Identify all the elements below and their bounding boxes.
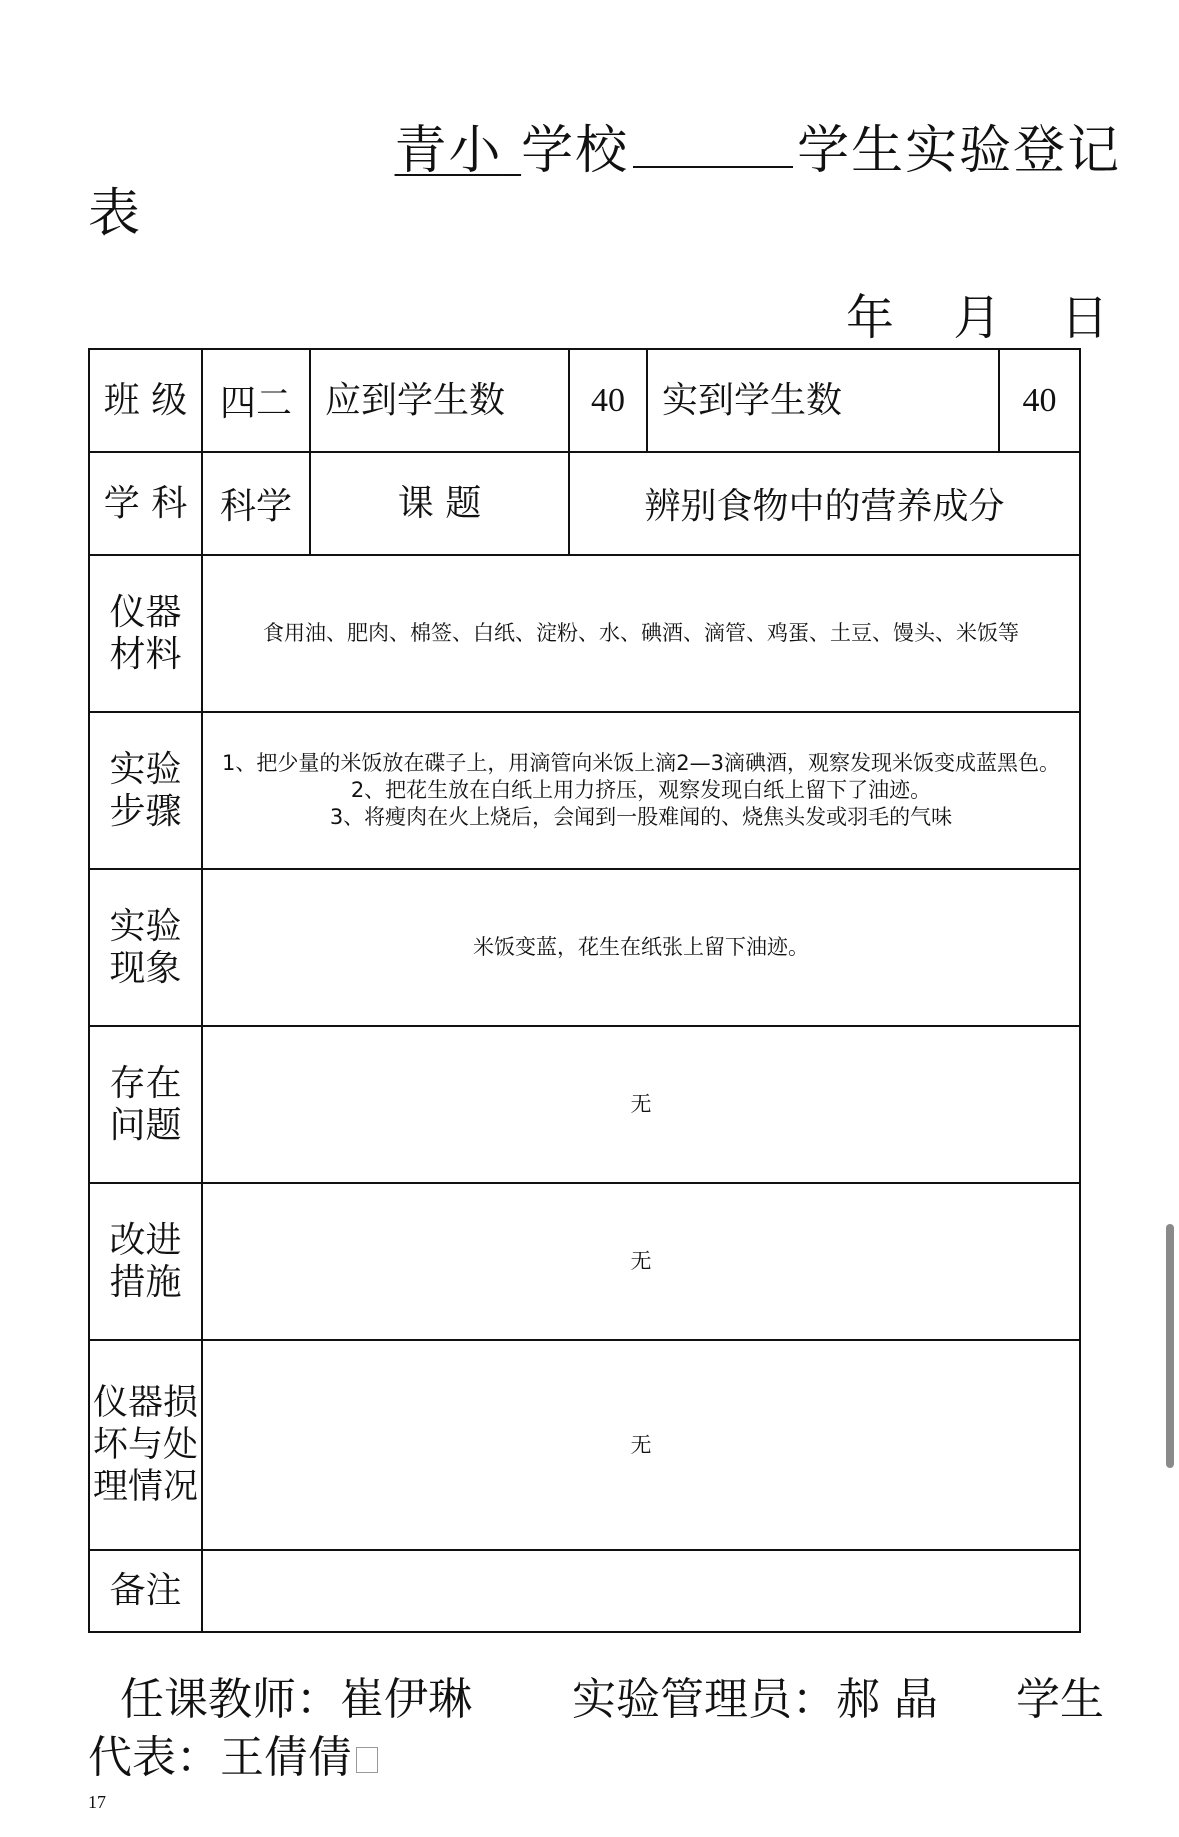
date-month: 月: [953, 290, 1002, 346]
remarks-label: 备注: [89, 1550, 202, 1632]
actual-students-label: 实到学生数: [647, 349, 999, 452]
table-row: [89, 869, 1080, 1026]
step-item: 1、把少量的米饭放在碟子上，用滴管向米饭上滴2—3滴碘酒，观察发现米饭变成蓝黑色。: [221, 751, 1061, 775]
problems-value: 无: [202, 1026, 1080, 1183]
registration-table: [88, 348, 1081, 1633]
date-line: [846, 288, 1109, 348]
title-rest: 学生实验登记: [797, 121, 1122, 181]
expected-students-value: 40: [569, 349, 647, 452]
steps-label: 实验 步骤: [89, 712, 202, 869]
topic-label: 课 题: [310, 452, 569, 555]
expected-students-label: 应到学生数: [310, 349, 569, 452]
remarks-value: [202, 1550, 1080, 1632]
signature-line-2: [88, 1730, 378, 1786]
form-title: [376, 118, 1121, 183]
student-label-part2: 代表：: [88, 1732, 220, 1783]
phenomenon-label: 实验 现象: [89, 869, 202, 1026]
student-label-part1: 学生: [1016, 1674, 1104, 1725]
improvement-value: 无: [202, 1183, 1080, 1340]
table-row: [89, 555, 1080, 712]
step-item: 2、把花生放在白纸上用力挤压，观察发现白纸上留下了油迹。: [350, 778, 932, 802]
improvement-label: 改进 措施: [89, 1183, 202, 1340]
topic-value: 辨别食物中的营养成分: [569, 452, 1080, 555]
steps-value: [202, 712, 1080, 869]
signature-line: [120, 1672, 1104, 1728]
blank-underline: [633, 118, 793, 168]
teacher-label: 任课教师：: [120, 1674, 340, 1725]
materials-value: 食用油、肥肉、棉签、白纸、淀粉、水、碘酒、滴管、鸡蛋、土豆、馒头、米饭等: [202, 555, 1080, 712]
materials-label: 仪器 材料: [89, 555, 202, 712]
school-name: 青小: [394, 121, 503, 181]
table-row: [89, 1340, 1080, 1550]
admin-label: 实验管理员：: [572, 1674, 836, 1725]
class-value: 四二: [202, 349, 310, 452]
placeholder-box-icon: [356, 1747, 378, 1773]
step-item: 3、将瘦肉在火上烧后，会闻到一股难闻的、烧焦头发或羽毛的气味: [329, 805, 953, 829]
class-label: 班 级: [89, 349, 202, 452]
table-row: [89, 452, 1080, 555]
phenomenon-value: 米饭变蓝，花生在纸张上留下油迹。: [202, 869, 1080, 1026]
admin-name: 郝 晶: [836, 1674, 938, 1725]
table-row: [89, 1183, 1080, 1340]
damage-value: 无: [202, 1340, 1080, 1550]
page-number: 17: [88, 1792, 106, 1812]
subject-label: 学 科: [89, 452, 202, 555]
date-day: 日: [1060, 290, 1109, 346]
school-label: 学校: [521, 121, 630, 181]
table-row: [89, 712, 1080, 869]
date-year: 年: [846, 290, 895, 346]
damage-label: 仪器损 坏与处 理情况: [89, 1340, 202, 1550]
problems-label: 存在 问题: [89, 1026, 202, 1183]
scrollbar[interactable]: [1166, 1224, 1174, 1468]
table-row: [89, 1550, 1080, 1632]
table-row: [89, 1026, 1080, 1183]
table-row: [89, 349, 1080, 452]
student-name: 王倩倩: [220, 1732, 352, 1783]
teacher-name: 崔伊琳: [340, 1674, 472, 1725]
subject-value: 科学: [202, 452, 310, 555]
actual-students-value: 40: [999, 349, 1080, 452]
title-tail: 表: [88, 184, 141, 244]
